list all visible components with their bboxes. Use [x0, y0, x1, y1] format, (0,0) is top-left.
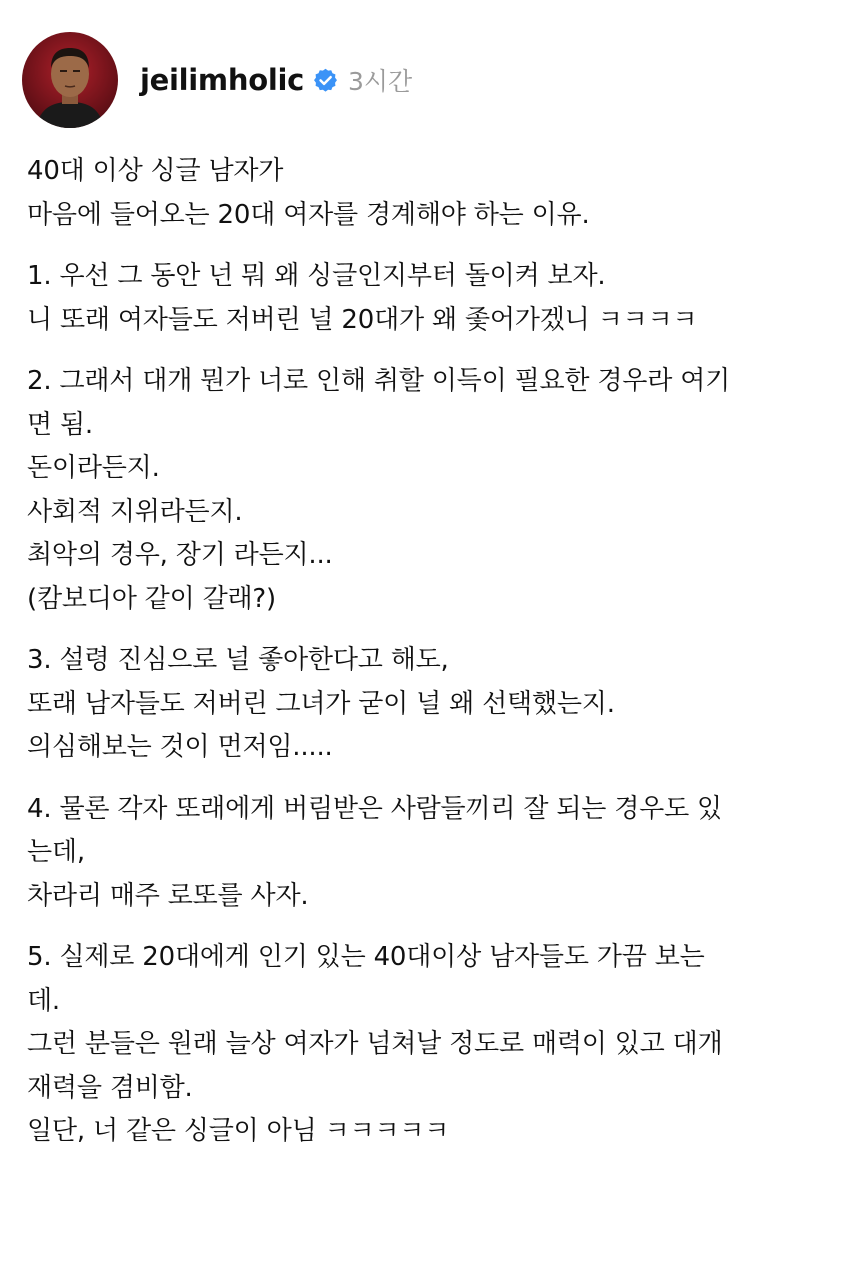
- text-line: 돈이라든지.: [27, 453, 160, 483]
- text-line: 그런 분들은 원래 늘상 여자가 넘쳐날 정도로 매력이 있고 대개: [27, 1029, 723, 1059]
- post-header: [22, 30, 412, 130]
- text-line: 일단, 너 같은 싱글이 아님 ㅋㅋㅋㅋㅋ: [27, 1116, 450, 1146]
- text-line: 의심해보는 것이 먼저임.....: [27, 732, 333, 762]
- text-line: 또래 남자들도 저버린 그녀가 굳이 널 왜 선택했는지.: [27, 688, 615, 719]
- avatar[interactable]: [22, 32, 118, 128]
- text-line: 2. 그래서 대개 뭔가 너로 인해 취할 이득이 필요한 경우라 여기: [27, 366, 731, 396]
- verified-badge-icon: [312, 67, 339, 94]
- text-line: 1. 우선 그 동안 넌 뭐 왜 싱글인지부터 돌이켜 보자.: [27, 261, 606, 291]
- text-line: 니 또래 여자들도 저버린 널 20대가 왜 좇어가겠니 ㅋㅋㅋㅋ: [27, 304, 698, 335]
- text-line: 재력을 겸비함.: [27, 1072, 193, 1103]
- text-line: 4. 물론 각자 또래에게 버림받은 사람들끼리 잘 되는 경우도 있: [27, 793, 722, 824]
- paragraph: [27, 639, 837, 770]
- paragraph: [27, 360, 837, 621]
- paragraph: [27, 255, 837, 342]
- text-line: 데.: [27, 985, 60, 1016]
- text-line: 면 됨.: [27, 409, 93, 440]
- paragraph: [27, 150, 837, 237]
- paragraph: [27, 788, 837, 919]
- username-link[interactable]: jeilimholic: [140, 63, 304, 97]
- text-line: 차라리 매주 로또를 사자.: [27, 880, 309, 911]
- text-line: 마음에 들어오는 20대 여자를 경계해야 하는 이유.: [27, 199, 590, 230]
- text-line: 40대 이상 싱글 남자가: [27, 156, 284, 186]
- text-line: 사회적 지위라든지.: [27, 496, 243, 527]
- text-line: 는데,: [27, 837, 85, 867]
- text-line: 5. 실제로 20대에게 인기 있는 40대이상 남자들도 가끔 보는: [27, 942, 705, 972]
- post-timestamp: 3시간: [348, 67, 413, 96]
- text-line: 최악의 경우, 장기 라든지...: [27, 540, 333, 570]
- text-line: (캄보디아 같이 갈래?): [27, 583, 276, 614]
- post-body: [27, 150, 837, 1172]
- profile-photo: [22, 32, 118, 128]
- text-line: 3. 설령 진심으로 널 좋아한다고 해도,: [27, 645, 449, 675]
- paragraph: [27, 936, 837, 1154]
